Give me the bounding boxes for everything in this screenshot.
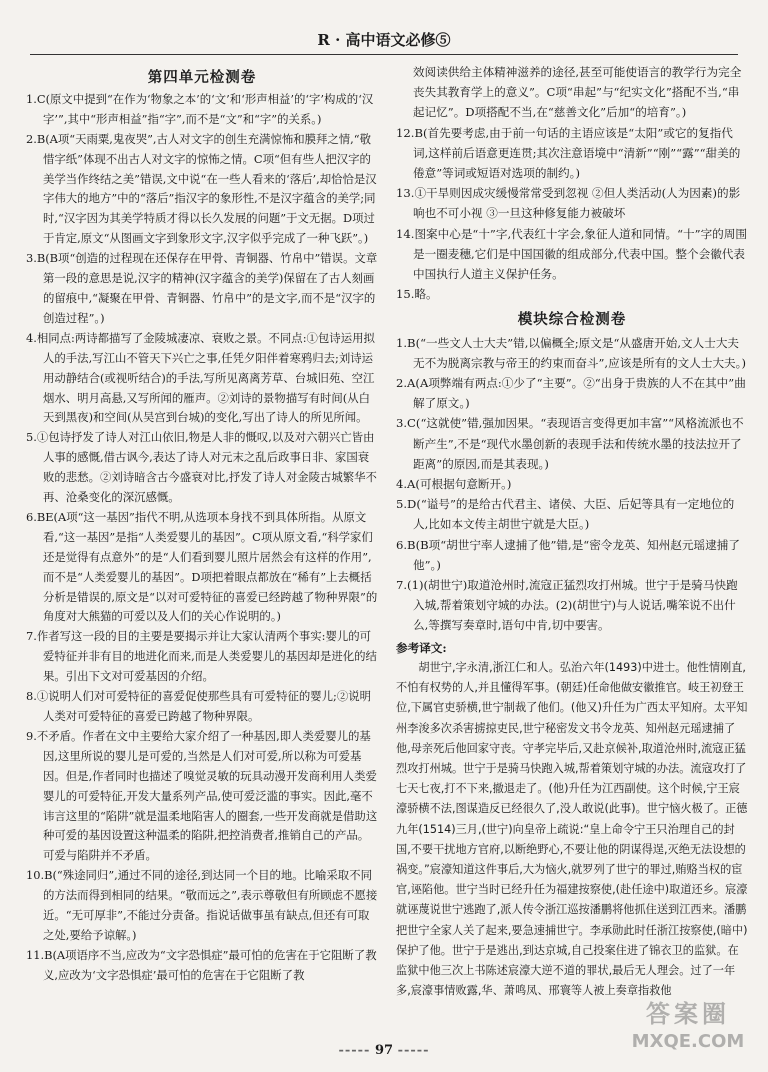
- section-title-unit4: 第四单元检测卷: [147, 69, 257, 86]
- answer-item: 8.①说明人们对可爱特征的喜爱促使那些具有可爱特征的婴儿;②说明人类对可爱特征的喜爱已跨越了物种界限。: [26, 689, 372, 723]
- answer-item: 1.C(原文中提到“在作为‘物象之本’的‘文’和‘形声相益’的‘字’构成的‘汉字’”,其中“形声相益”指“字”,而不是“文”和“字”的关系。): [26, 91, 374, 126]
- answer-item: 7.(1)(胡世宁)取道沧州时,流寇正猛烈攻打州城。世宁于是骑马快跑入城,帮着策划守城的办法。(2)(胡世宁)与人说话,嘴笨说不出什么,等撰写奏章时,语句中肯,切中要害。: [396, 578, 738, 633]
- answer-item: 15.略。: [396, 287, 438, 302]
- watermark-logo: [624, 1000, 752, 1064]
- answer-item: 4.A(可根据句意断开。): [396, 477, 512, 492]
- answer-continuation: 效阅读供给主体精神滋养的途径,甚至可能使语言的教学行为完全丧失其教育学上的意义”。C项“串起”与“纪实文化”搭配不当,“串起记忆”。D项搭配不当,在“慈善文化”后加“的培育”。): [413, 65, 742, 120]
- footer-dash-left: -----: [338, 1043, 371, 1058]
- answer-item: 7.作者写这一段的目的主要是要揭示并让大家认清两个事实:婴儿的可爱特征并非有目的地进化而来,而是人类爱婴儿的基因却是进化的结果。引出下文对可爱基因的介绍。: [26, 629, 377, 684]
- answer-item: 5.D(“谥号”的是给古代君主、诸侯、大臣、后妃等具有一定地位的人,比如本文传主胡世宁就是大臣。): [396, 497, 735, 532]
- answer-item: 6.B(B项“胡世宁率人逮捕了他”错,是“密令龙英、知州赵元瑶逮捕了他”。): [396, 537, 740, 572]
- answer-item: 5.①包诗抒发了诗人对江山依旧,物是人非的慨叹,以及对六朝兴亡皆由人事的感慨,借古讽今,表达了诗人对元末之乱后政事日非、家国衰败的悲愁。②刘诗暗含古今盛衰对比,抒发了诗人对金陵古城繁华不再、沧桑变化的深沉感慨。: [26, 430, 377, 505]
- reference-translation: 胡世宁,字永清,浙江仁和人。弘治六年(1493)中进士。他性情刚直,不怕有权势的人,并且懂得军事。(朝廷)任命他做安徽推官。岐王初登王位,下属官吏骄横,世宁制裁了他们。(他又)升任为广西太平知府。太平知州李浚多次杀害掳掠吏民,世宁秘密发文书令龙英、知州赵元瑶逮捕了他,母亲死后他回家守丧。守孝完毕后,又赴京候补,取道沧州时,流寇正猛烈攻打州城。世宁于是骑马快跑入城,帮着策划守城的办法。流寇攻打了七天七夜,打不下来,撤退走了。(他)升任为江西副使。这个时候,宁王宸濠骄横不法,图谋造反已经很久了,没人敢说(此事)。世宁恼火极了。正德九年(1514)三月,(世宁)向皇帝上疏说:“皇上命令宁王只治理自己的封国,不要干扰地方官府,以断绝野心,不要让他的阴谋得逞,灭绝无法设想的祸变。”宸濠知道这件事后,大为恼火,就罗列了世宁的罪过,贿赂当权的宦官,诬陷他。世宁当时已经升任为福建按察使,(赴任途中)取道还乡。宸濠就诬蔑说世宁逃跑了,派人传令浙江巡按潘鹏将他抓住送到江西来。潘鹏把世宁全家人关了起来,要急速捕世宁。李承勋此时任浙江按察使,(暗中)保护了他。世宁于是逃出,到达京城,自己投案住进了锦衣卫的监狱。在监狱中他三次上书陈述宸濠大逆不道的罪状,最后无人理会。过了一年多,宸濠事情败露,华、萧鸣凤、邢寰等人被上奏章指救他: [396, 660, 748, 998]
- answer-item: 4.相同点:两诗都描写了金陵城凄凉、衰败之景。不同点:①包诗运用拟人的手法,写江山不管天下兴亡之事,任凭夕阳伴着寒鸦归去;刘诗运用动静结合(或视听结合)的手法,写所见离离芳草、台城旧苑、空江烟水、明月高悬,又写所闻的雁声。②刘诗的景物描写有时间(从白天到黑夜)和空间(从吴宫到台城)的变化,写出了诗人的所见所闻。: [26, 330, 375, 425]
- page-header: [30, 28, 738, 55]
- answer-item: 3.B(B项“创造的过程现在还保存在甲骨、青铜器、竹帛中”错误。文章第一段的意思是说,汉字的精神(汉字蕴含的美学)保留在了古人刻画的留痕中,“凝聚在甲骨、青铜器、竹帛中”的是文字,而不是“汉字的创造过程”。): [26, 251, 378, 325]
- answer-item: 6.BE(A项“这一基因”指代不明,从选项本身找不到具体所指。从原文看,“这一基因”是指“人类爱婴儿的基因”。C项从原文看,“科学家们还是觉得有点意外”的是“人们看到婴儿照片居然会有这样的作用”,而不是“人类爱婴儿的基因”。D项把着眼点都放在“稀有”上去概括分析是错误的,原文是“以对可爱特征的喜爱已经跨越了物种界限”的角度对大熊猫的可爱以及人们的关心作说明的。): [26, 509, 378, 624]
- answer-item: 14.图案中心是“十”字,代表红十字会,象征人道和同情。“十”字的周围是一圈麦穗,它们是中国国徽的组成部分,代表中国。整个会徽代表中国执行人道主义保护任务。: [396, 226, 747, 282]
- left-column: [26, 62, 378, 986]
- section-title-module: 模块综合检测卷: [517, 311, 627, 329]
- page-number: 97: [374, 1043, 394, 1058]
- answer-item: 1.B(“一些文人士大夫”错,以偏概全;原文是“从盛唐开始,文人士大夫无不为脱离宗教与帝王的约束而奋斗”,应该是所有的文人士大夫。): [396, 335, 746, 370]
- answer-item: 13.①干旱则因成灾缓慢常常受到忽视 ②但人类活动(人为因素)的影响也不可小视 ③一旦这种修复能力被破坏: [396, 186, 741, 221]
- watermark-en: MXQE.COM: [631, 1031, 745, 1052]
- reference-translation-title: 参考译文:: [396, 640, 447, 655]
- answer-item: 11.B(A项语序不当,应改为“文字恐惧症”最可怕的危害在于它阻断了教义,应改为‘文字恐惧症’最可怕的危害在于它阻断了教: [26, 947, 377, 982]
- answer-item: 9.不矛盾。作者在文中主要给大家介绍了一种基因,即人类爱婴儿的基因,这里所说的婴儿是可爱的,当然是人们对可爱,所以称为可爱基因。但是,作者同时也描述了嗅觉灵敏的玩具动漫开发商利用人类爱婴儿的可爱特征,开发大量系列产品,使可爱泛滥的事实。因此,毫不讳言这里的“陷阱”就是温柔地陷害人的圈套,一些开发商就是借助这种可爱的基因设置这种温柔的陷阱,把控消费者,推销自己的产品。可爱与陷阱并不矛盾。: [26, 728, 378, 863]
- answer-item: 3.C(“这就使”错,强加因果。“表现语言变得更加丰富”“风格流派也不断产生”,不是“现代水墨创新的表现手法和传统水墨的技法拉开了距离”的原因,而是其表现。): [396, 416, 744, 471]
- footer-dash-right: -----: [397, 1043, 430, 1058]
- answer-item: 10.B(“殊途同归”,通过不同的途径,到达同一个目的地。比喻采取不同的方法而得到相同的结果。“敬而远之”,表示尊敬但有所顾虑不愿接近。“无可厚非”,不能过分责备。指说话做事虽有缺点,但还有可取之处,要给予谅解。): [26, 868, 378, 942]
- book-title: R · 高中语文必修⑤: [317, 31, 451, 49]
- answer-item: 2.B(A项“天雨粟,鬼夜哭”,古人对文字的创生充满惊怖和膜拜之情,“敬惜字纸”体现不出古人对文字的惊怖之情。C项“但有些人把汉字的美学当作终结之美”错误,文中说“在一些人看来的‘落后’,却恰恰是汉字伟大的地方”中的“落后”指汉字的象形性,不是汉字蕴含的美学;同时,“汉字因为其美学特质才得以长久发展的问题”于文无据。D项过于肯定,原文“从图画文字到象形文字,汉字似乎完成了一种飞跃”。): [26, 131, 377, 246]
- answer-item: 12.B(首先要考虑,由于前一句话的主语应该是“太阳”或它的复指代词,这样前后语意更连贯;其次注意语境中“清新”“刚”“露”“甜美的倦意”等词或短语对选项的制约。): [396, 125, 741, 181]
- answer-item: 2.A(A项弊端有两点:①少了“主要”。②“出身于贵族的人不在其中”曲解了原文。): [396, 376, 746, 411]
- watermark-cn: 答案圈: [646, 1000, 730, 1028]
- right-column: [396, 62, 748, 1001]
